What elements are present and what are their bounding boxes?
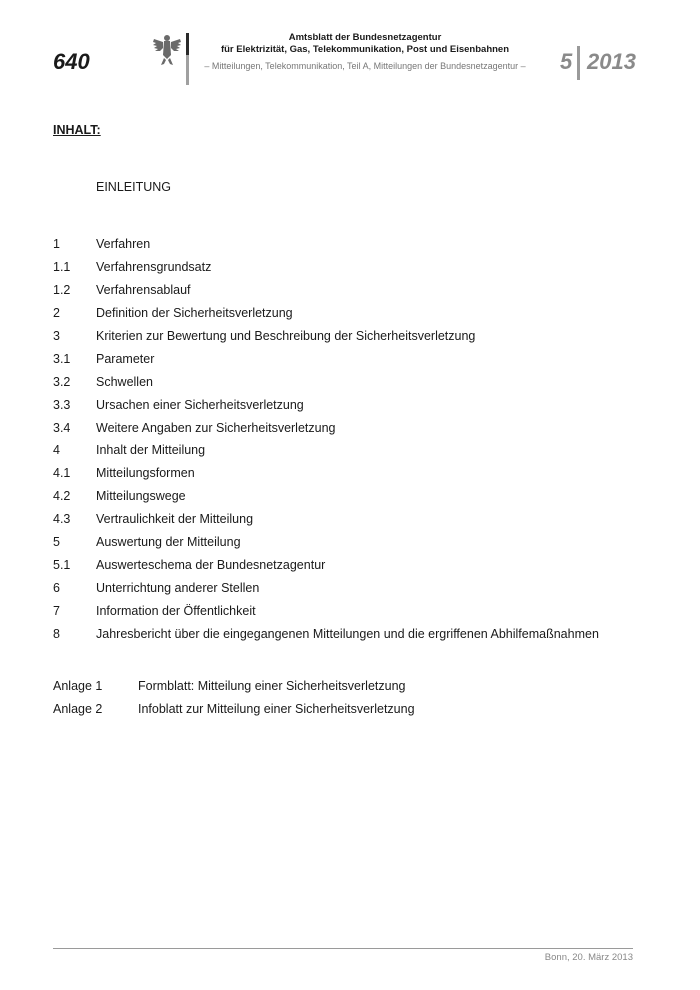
toc-number: 5 <box>53 535 60 550</box>
toc-number: 3.1 <box>53 351 71 366</box>
toc-title: Definition der Sicherheitsverletzung <box>96 305 293 320</box>
toc-title: Auswertung der Mitteilung <box>96 535 241 550</box>
toc-entry <box>53 627 653 650</box>
toc-number: 3.3 <box>53 397 71 412</box>
introduction-entry: EINLEITUNG <box>96 180 172 194</box>
toc-entry <box>53 421 653 444</box>
toc-number: 6 <box>53 581 60 596</box>
issue-divider <box>577 46 580 80</box>
toc-entry <box>53 512 653 535</box>
masthead-title-line2: für Elektrizität, Gas, Telekommunikation, Post und Eisenbahnen <box>220 43 510 55</box>
toc-title: Auswerteschema der Bundesnetzagentur <box>96 558 326 573</box>
toc-entry <box>53 443 653 466</box>
toc-title: Weitere Angaben zur Sicherheitsverletzung <box>96 420 336 435</box>
annex-list <box>53 679 415 724</box>
annex-entry <box>53 702 415 725</box>
toc-title: Verfahrensgrundsatz <box>96 259 212 274</box>
federal-eagle-icon <box>152 33 182 67</box>
toc-entry <box>53 489 653 512</box>
toc-title: Vertraulichkeit der Mitteilung <box>96 512 254 527</box>
annex-label: Anlage 2 <box>53 701 103 716</box>
toc-number: 2 <box>53 305 60 320</box>
annex-entry <box>53 679 415 702</box>
masthead-title-line1: Amtsblatt der Bundesnetzagentur <box>288 32 442 43</box>
toc-title: Inhalt der Mitteilung <box>96 443 206 458</box>
masthead-subtitle: – Mitteilungen, Telekommunikation, Teil A, Mitteilungen der Bundesnetzagentur – <box>204 61 526 71</box>
toc-title: Parameter <box>96 351 155 366</box>
toc-number: 1 <box>53 237 60 251</box>
contents-heading: INHALT: <box>53 123 101 137</box>
toc-entry <box>53 466 653 489</box>
toc-entry <box>53 237 653 260</box>
toc-title: Mitteilungswege <box>96 489 186 504</box>
toc-title: Verfahrensablauf <box>96 282 191 297</box>
toc-entry <box>53 558 653 581</box>
toc-number: 4.1 <box>53 466 71 481</box>
toc-number: 3.4 <box>53 420 71 435</box>
footer-date: Bonn, 20. März 2013 <box>544 952 633 963</box>
masthead <box>196 32 534 72</box>
toc-title: Ursachen einer Sicherheitsverletzung <box>96 397 304 412</box>
toc-entry <box>53 283 653 306</box>
toc-entry <box>53 260 653 283</box>
toc-number: 4.2 <box>53 489 71 504</box>
toc-number: 1.1 <box>53 259 71 274</box>
toc-number: 1.2 <box>53 282 71 297</box>
footer-divider <box>53 948 633 949</box>
toc-number: 8 <box>53 626 60 641</box>
toc-title: Mitteilungsformen <box>96 466 195 481</box>
toc-number: 5.1 <box>53 558 71 573</box>
annex-title: Formblatt: Mitteilung einer Sicherheitsverletzung <box>138 679 406 693</box>
toc-entry <box>53 604 653 627</box>
toc-number: 3 <box>53 328 60 343</box>
toc-number: 7 <box>53 604 60 618</box>
toc-number: 3.2 <box>53 374 71 389</box>
toc-number: 4 <box>53 443 60 458</box>
annex-title: Infoblatt zur Mitteilung einer Sicherheitsverletzung <box>138 701 415 716</box>
table-of-contents <box>53 237 653 650</box>
toc-entry <box>53 375 653 398</box>
issue-number: 5 <box>560 49 573 74</box>
toc-title: Verfahren <box>96 237 151 251</box>
toc-title: Information der Öffentlichkeit <box>96 604 256 618</box>
toc-entry <box>53 329 653 352</box>
toc-entry <box>53 398 653 421</box>
toc-entry <box>53 352 653 375</box>
toc-title: Kriterien zur Bewertung und Beschreibung der Sicherheitsverletzung <box>96 328 476 343</box>
header-divider <box>186 33 189 85</box>
toc-entry <box>53 535 653 558</box>
annex-label: Anlage 1 <box>53 679 103 693</box>
toc-entry <box>53 581 653 604</box>
toc-title: Schwellen <box>96 374 153 389</box>
issue-year: 2013 <box>587 49 636 74</box>
page-number: 640 <box>53 49 90 74</box>
toc-entry <box>53 306 653 329</box>
toc-title: Jahresbericht über die eingegangenen Mitteilungen und die ergriffenen Abhilfemaßnahmen <box>96 626 599 641</box>
toc-title: Unterrichtung anderer Stellen <box>96 581 260 596</box>
toc-number: 4.3 <box>53 512 71 527</box>
